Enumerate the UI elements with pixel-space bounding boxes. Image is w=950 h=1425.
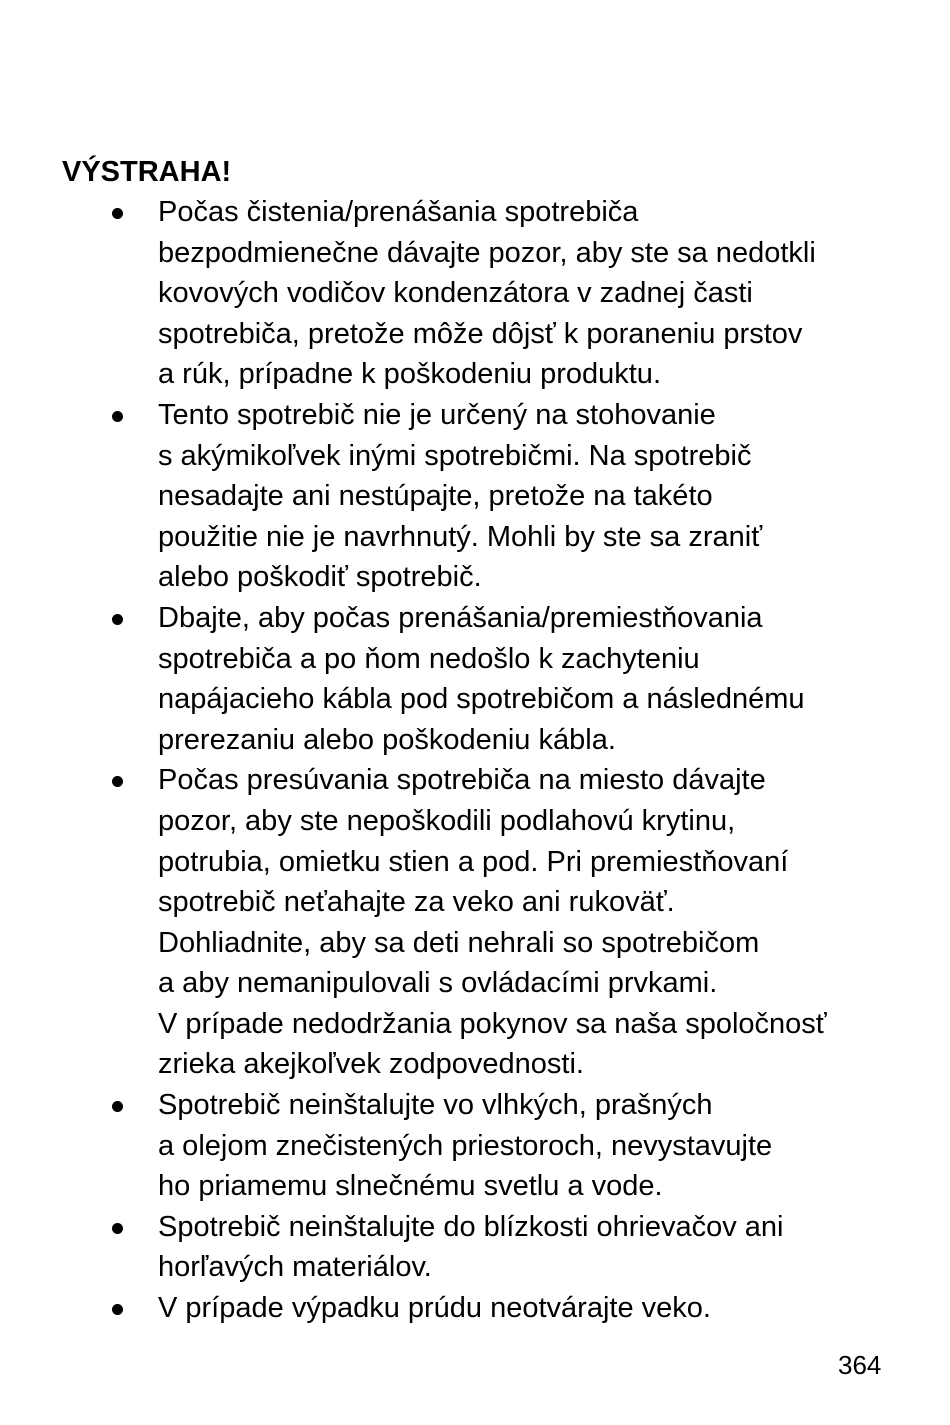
bullet-icon	[112, 1304, 123, 1315]
warning-heading: VÝSTRAHA!	[62, 156, 232, 188]
list-item	[0, 395, 950, 598]
bullet-icon	[112, 614, 123, 625]
bullet-icon	[112, 208, 123, 219]
list-item-text: Počas presúvania spotrebiča na miesto dávajte pozor, aby ste nepoškodili podlahovú krytinu, potrubia, omietku stien a pod. Pri premiestňovaní spotrebič neťahajte za veko ani rukoväť. Dohliadnite, aby sa deti nehrali so spotrebičom a aby nemanipulovali s ovládacími prvkami. V prípade nedodržania pokynov sa naša spoločnosť zrieka akejkoľvek zodpovednosti.	[158, 764, 827, 1081]
bullet-icon	[112, 1101, 123, 1112]
warning-list	[0, 192, 950, 1329]
list-item	[0, 1085, 950, 1207]
list-item	[0, 192, 950, 395]
list-item-text: Spotrebič neinštalujte vo vlhkých, prašných a olejom znečistených priestoroch, nevystavujte ho priamemu slnečnému svetlu a vode.	[158, 1089, 773, 1203]
list-item	[0, 1288, 950, 1329]
bullet-icon	[112, 411, 123, 422]
list-item-text: V prípade výpadku prúdu neotvárajte veko.	[158, 1292, 711, 1325]
list-item-text: Počas čistenia/prenášania spotrebiča bezpodmienečne dávajte pozor, aby ste sa nedotkli kovových vodičov kondenzátora v zadnej časti spotrebiča, pretože môže dôjsť k poraneniu prstov a rúk, prípadne k poškodeniu produktu.	[158, 196, 816, 391]
list-item	[0, 598, 950, 760]
page-number: 364	[838, 1350, 882, 1380]
list-item	[0, 1207, 950, 1288]
list-item-text: Spotrebič neinštalujte do blízkosti ohrievačov ani horľavých materiálov.	[158, 1210, 784, 1284]
bullet-icon	[112, 776, 123, 787]
bullet-icon	[112, 1223, 123, 1234]
list-item	[0, 760, 950, 1085]
list-item-text: Tento spotrebič nie je určený na stohovanie s akýmikoľvek inými spotrebičmi. Na spotrebič nesadajte ani nestúpajte, pretože na takéto použitie nie je navrhnutý. Mohli by ste sa zraniť alebo poškodiť spotrebič.	[158, 398, 763, 594]
list-item-text: Dbajte, aby počas prenášania/premiestňovania spotrebiča a po ňom nedošlo k zachyteniu napájacieho kábla pod spotrebičom a následnému prerezaniu alebo poškodeniu kábla.	[158, 601, 805, 756]
